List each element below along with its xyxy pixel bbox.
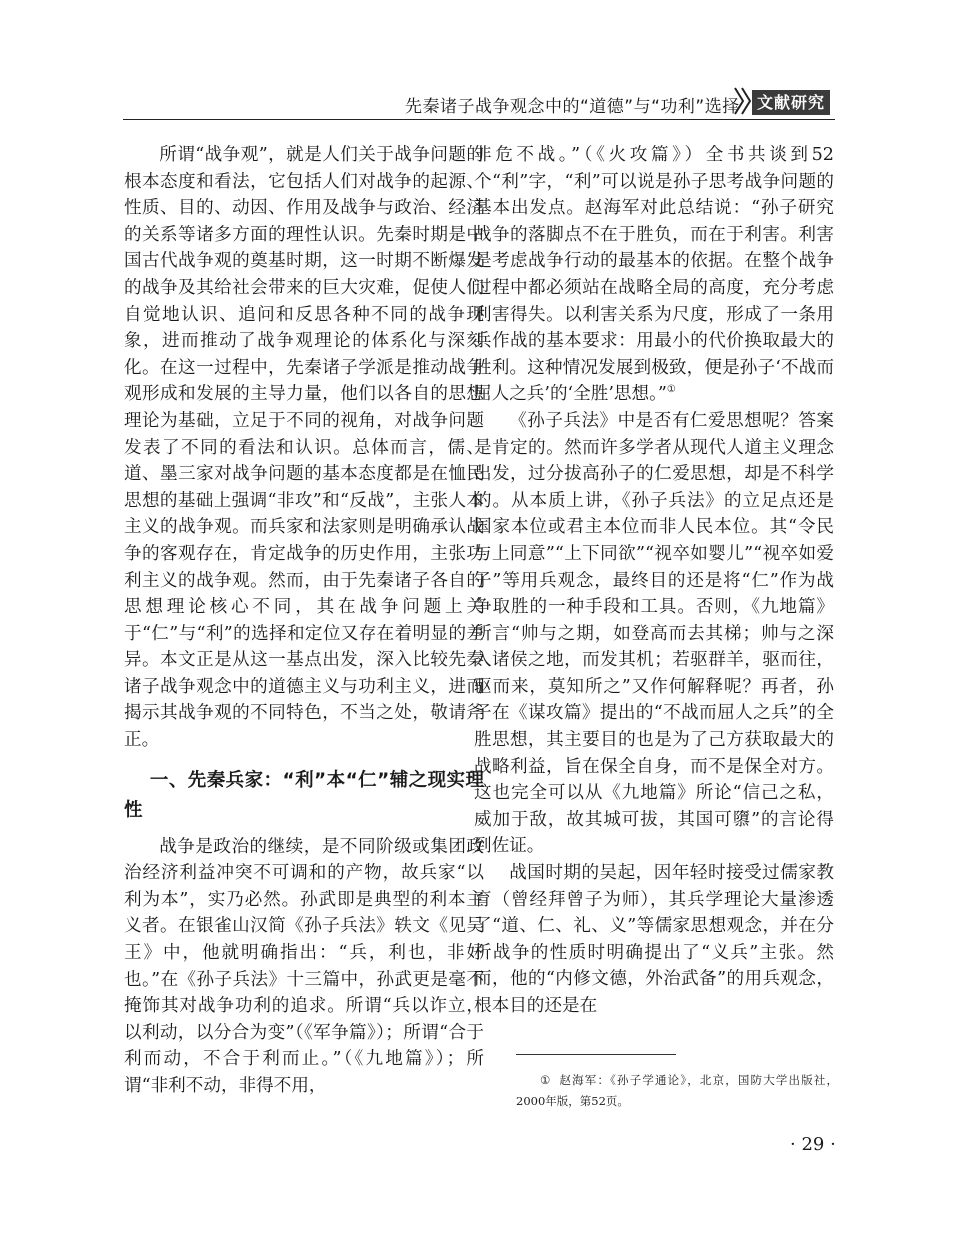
paragraph-1: 非危不战。”（《火攻篇》）全书共谈到52个“利”字，“利”可以说是孙子思考战争问题的基本出发点。赵海军对此总结说：“孙子研究战争的落脚点不在于胜负，而在于利害。利害是考虑战争行动的最基本的依据。在整个战争过程中都必须站在战略全局的高度，充分考虑利害得失。以利害关系为尺度，形成了一条用兵作战的基本要求：用最小的代价换取最大的胜利。这种情况发展到极致，便是孙子‘不战而屈人之兵’的‘全胜’思想。” bbox=[474, 145, 834, 405]
page-number: · 29 · bbox=[790, 1134, 836, 1155]
paragraph-2: 《孙子兵法》中是否有仁爱思想呢？答案是肯定的。然而许多学者从现代人道主义理念出发，过分拔高孙子的仁爱思想，却是不科学的。从本质上讲，《孙子兵法》的立足点还是国家本位或君主本位而非人民本位。其“令民与上同意”“上下同欲”“视卒如婴儿”“视卒如爱子”等用兵观念，最终目的还是将“仁”作为战争取胜的一种手段和工具。否则，《九地篇》所言“帅与之期，如登高而去其梯；帅与之深入诸侯之地，而发其机；若驱群羊，驱而往，驱而来，莫知所之”又作何解释呢？再者，孙子在《谋攻篇》提出的“不战而屈人之兵”的全胜思想，其主要目的也是为了己方获取最大的战略利益，旨在保全自身，而不是保全对方。这也完全可以从《九地篇》所论“信己之私，威加于敌，故其城可拔，其国可隳”的言论得到佐证。 bbox=[474, 410, 834, 857]
running-title: 先秦诸子战争观念中的“道德”与“功利”选择 bbox=[405, 97, 740, 117]
footnote-number: ① bbox=[540, 1073, 552, 1087]
intro-paragraph: 所谓“战争观”，就是人们关于战争问题的根本态度和看法，它包括人们对战争的起源、性质、目的、动因、作用及战争与政治、经济的关系等诸多方面的理性认识。先秦时期是中国古代战争观的奠基时期，这一时期不断爆发的战争及其给社会带来的巨大灾难，促使人们自觉地认识、追问和反思各种不同的战争现象，进而推动了战争观理论的体系化与深刻化。在这一过程中，先秦诸子学派是推动战争观形成和发展的主导力量，他们以各自的思想理论为基础，立足于不同的视角，对战争问题发表了不同的看法和认识。总体而言，儒、道、墨三家对战争问题的基本态度都是在恤民思想的基础上强调“非攻”和“反战”，主张人本主义的战争观。而兵家和法家则是明确承认战争的客观存在，肯定战争的历史作用，主张功利主义的战争观。然而，由于先秦诸子各自的思想理论核心不同，其在战争问题上关于“仁”与“利”的选择和定位又存在着明显的差异。本文正是从这一基点出发，深入比较先秦诸子战争观念中的道德主义与功利主义，进而揭示其战争观的不同特色，不当之处，敬请斧正。 bbox=[124, 145, 484, 751]
footnote-reference[interactable]: ① bbox=[666, 384, 676, 396]
left-column bbox=[124, 142, 484, 1100]
footnote bbox=[516, 1070, 838, 1112]
section-paragraph: 战争是政治的继续，是不同阶级或集团政治经济利益冲突不可调和的产物，故兵家“以利为本”，实乃必然。孙武即是典型的利本主义者。在银雀山汉简《孙子兵法》轶文《见吴王》中，他就明确指出：“兵，利也，非好也。”在《孙子兵法》十三篇中，孙武更是毫不掩饰其对战争功利的追求。所谓“兵以诈立，以利动，以分合为变”（《军争篇》）；所谓“合于利而动，不合于利而止。”（《九地篇》）；所谓“非利不动，非得不用， bbox=[124, 836, 484, 1096]
header-rule bbox=[123, 119, 835, 120]
footnote-rule bbox=[516, 1054, 676, 1055]
footnote-text: 赵海军：《孙子学通论》，北京，国防大学出版社，2000年版，第52页。 bbox=[516, 1073, 839, 1108]
right-column bbox=[474, 142, 834, 1020]
paragraph-3: 战国时期的吴起，因年轻时接受过儒家教育（曾经拜曾子为师），其兵学理论大量渗透了“道、仁、礼、义”等儒家思想观念，并在分析战争的性质时明确提出了“义兵”主张。然而，他的“内修文德，外治武备”的用兵观念，根本目的还是在 bbox=[474, 863, 834, 1016]
paragraph-1-wrapper bbox=[474, 142, 834, 408]
section-heading: 一、先秦兵家：“利”本“仁”辅之现实理性 bbox=[124, 769, 484, 821]
section-tag: 文献研究 bbox=[752, 90, 830, 115]
